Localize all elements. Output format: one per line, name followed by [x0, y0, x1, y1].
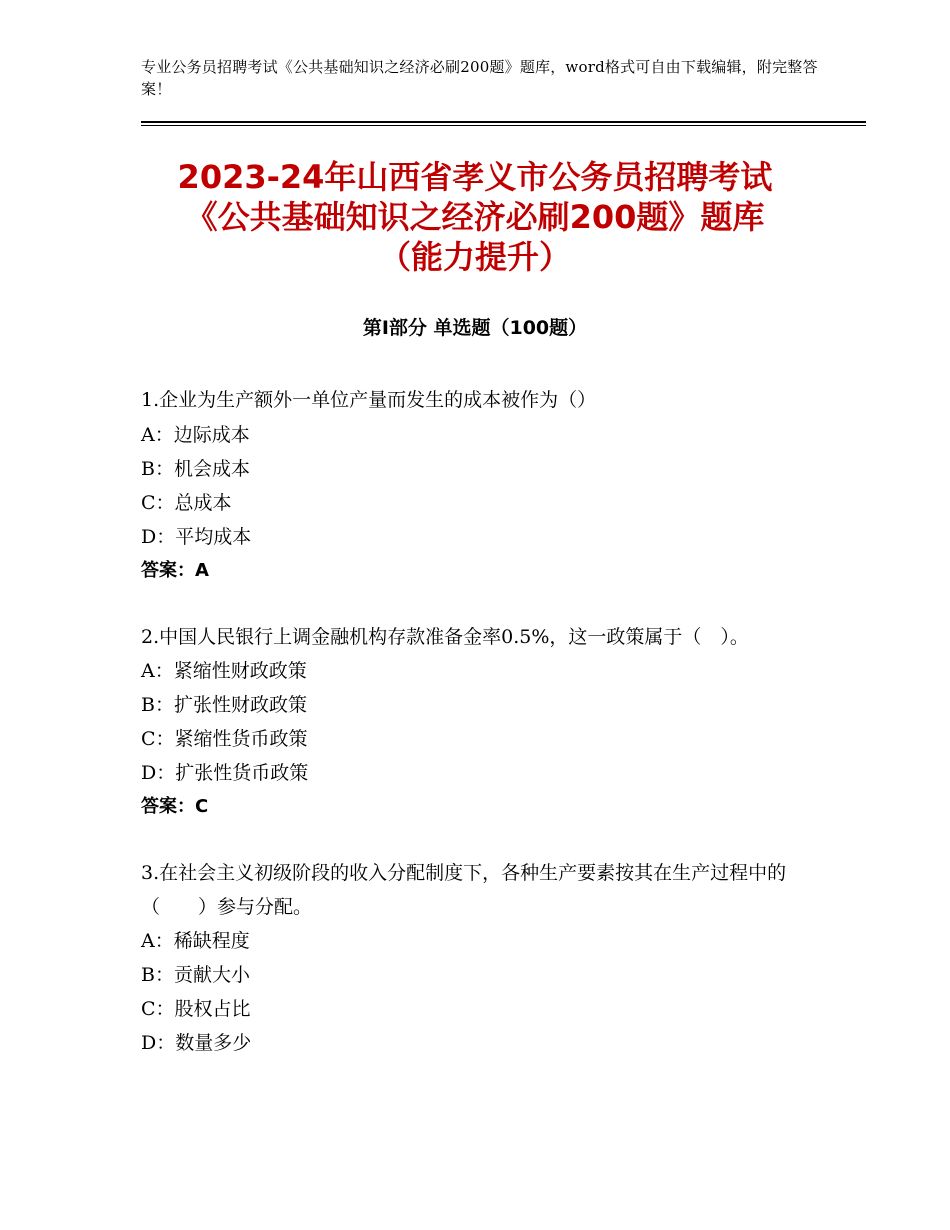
option-b: B：机会成本	[141, 457, 250, 480]
option-c: C：总成本	[141, 491, 232, 514]
header-rule-thick	[141, 121, 866, 123]
answer: 答案：C	[141, 796, 209, 817]
option-b: B：贡献大小	[141, 964, 250, 986]
header-note: 专业公务员招聘考试《公共基础知识之经济必刷200题》题库，word格式可自由下载编辑，附完整答案！	[141, 58, 818, 98]
option-b: B：扩张性财政政策	[141, 694, 307, 716]
document-title	[141, 157, 809, 277]
option-a: A：紧缩性财政政策	[141, 660, 307, 682]
question-list	[141, 384, 809, 1093]
option-d: D：平均成本	[141, 525, 252, 548]
option-d: D：数量多少	[141, 1032, 252, 1054]
answer: 答案：A	[141, 559, 209, 581]
question-stem: 2.中国人民银行上调金融机构存款准备金率0.5%，这一政策属于（ ）。	[141, 625, 749, 648]
question-3	[141, 857, 809, 1060]
option-a: A：边际成本	[141, 423, 250, 446]
option-c: C：紧缩性货币政策	[141, 728, 308, 750]
option-a: A：稀缺程度	[141, 930, 250, 952]
question-stem: 1.企业为生产额外一单位产量而发生的成本被作为（）	[141, 389, 597, 411]
title-line-2: 《公共基础知识之经济必刷200题》题库	[185, 198, 765, 236]
question-1	[141, 384, 809, 588]
option-c: C：股权占比	[141, 998, 251, 1020]
title-line-3: （能力提升）	[378, 238, 571, 276]
header-rule-thin	[141, 125, 866, 126]
section-heading: 第Ⅰ部分 单选题（100题）	[362, 317, 588, 339]
title-line-1: 2023-24年山西省孝义市公务员招聘考试	[177, 158, 773, 196]
question-2	[141, 621, 809, 825]
question-stem: 3.在社会主义初级阶段的收入分配制度下，各种生产要素按其在生产过程中的（ ）参与分配。	[141, 862, 787, 918]
option-d: D：扩张性货币政策	[141, 762, 309, 784]
